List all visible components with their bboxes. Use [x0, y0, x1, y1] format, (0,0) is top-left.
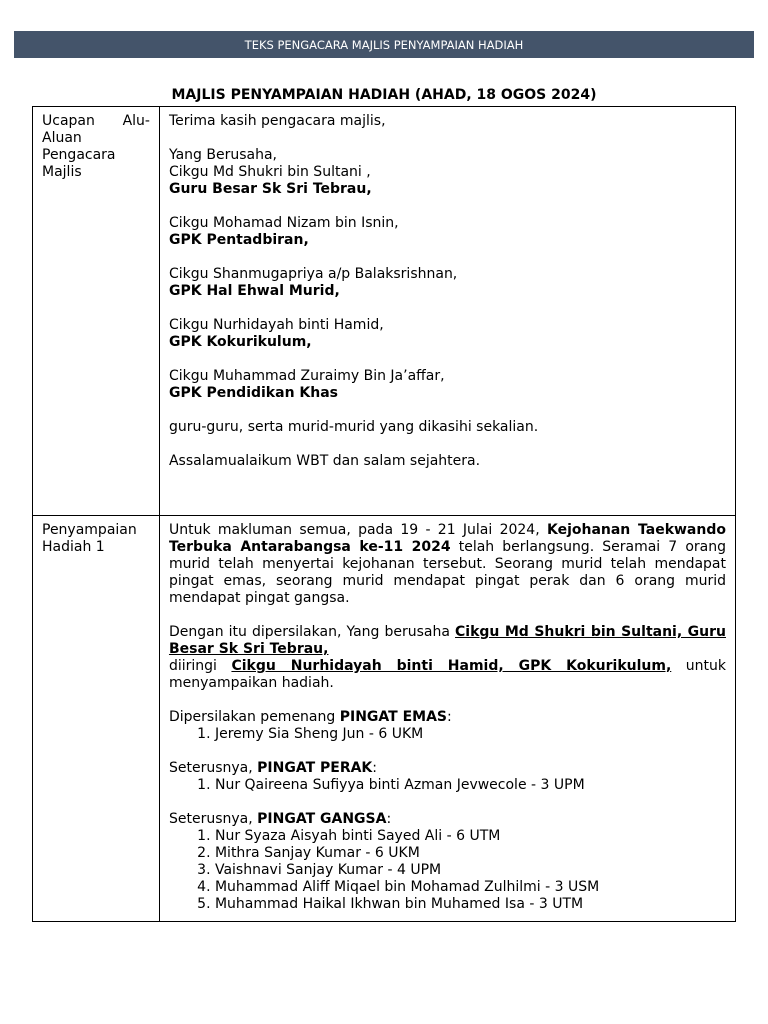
list-item: 3. Vaishnavi Sanjay Kumar - 4 UPM: [215, 862, 726, 879]
invite-text: Dengan itu dipersilakan, Yang berusaha: [168, 624, 456, 640]
emas-winner-list: [169, 726, 726, 743]
heading-prefix: Seterusnya,: [168, 811, 258, 827]
greeting-text: Terima kasih pengacara majlis,: [168, 113, 386, 129]
heading-suffix: :: [372, 760, 377, 776]
list-item: 1. Nur Syaza Aisyah binti Sayed Ali - 6 UTM: [215, 828, 726, 845]
person-name: Cikgu Mohamad Nizam bin Isnin,: [168, 215, 399, 231]
list-item: 2. Mithra Sanjay Kumar - 6 UKM: [215, 845, 726, 862]
invite-person: Cikgu Md Shukri bin Sultani, Guru Besar Sk Sri Tebrau,: [168, 624, 726, 657]
invite-paragraph: [169, 624, 726, 658]
perak-heading: [169, 760, 726, 777]
document-title: MAJLIS PENYAMPAIAN HADIAH (AHAD, 18 OGOS 2024): [171, 87, 597, 103]
invite-person: Cikgu Nurhidayah binti Hamid, GPK Kokurikulum,: [231, 658, 672, 674]
person-title: GPK Kokurikulum,: [168, 334, 312, 350]
person-title: Guru Besar Sk Sri Tebrau,: [168, 181, 372, 197]
medal-label: PINGAT PERAK: [257, 760, 373, 776]
heading-prefix: Seterusnya,: [168, 760, 258, 776]
program-table: [32, 106, 736, 922]
medal-label: PINGAT EMAS: [339, 709, 447, 725]
gangsa-winner-list: [169, 828, 726, 913]
list-item: 1. Jeremy Sia Sheng Jun - 6 UKM: [215, 726, 726, 743]
emas-heading: [169, 709, 726, 726]
perak-winner-list: [169, 777, 726, 794]
event-name: Kejohanan Taekwando Terbuka Antarabangsa ke-11 2024: [168, 522, 726, 555]
table-row-welcome: [33, 107, 736, 516]
row-content-welcome: [159, 107, 735, 516]
row-content-award-1: [159, 516, 735, 922]
row-label-award-1: [33, 516, 160, 922]
person-title: GPK Pentadbiran,: [168, 232, 309, 248]
invite-text: untuk menyampaikan hadiah.: [168, 658, 726, 691]
header-text: TEKS PENGACARA MAJLIS PENYAMPAIAN HADIAH: [244, 37, 524, 52]
heading-suffix: :: [386, 811, 392, 827]
audience-text: guru-guru, serta murid-murid yang dikasihi sekalian.: [168, 419, 539, 435]
label-line: Penyampaian: [42, 522, 137, 538]
invite-paragraph: [169, 658, 726, 692]
yang-berusaha-text: Yang Berusaha,: [168, 147, 278, 163]
label-line: Pengacara Majlis: [42, 147, 116, 180]
medal-label: PINGAT GANGSA: [257, 811, 387, 827]
gangsa-heading: [169, 811, 726, 828]
table-row-award-1: [33, 516, 736, 922]
person-title: GPK Hal Ehwal Murid,: [168, 283, 340, 299]
label-line: Hadiah 1: [42, 539, 105, 555]
person-name: Cikgu Shanmugapriya a/p Balaksrishnan,: [168, 266, 458, 282]
person-name: Cikgu Md Shukri bin Sultani ,: [168, 164, 371, 180]
list-item: 5. Muhammad Haikal Ikhwan bin Muhamed Isa - 3 UTM: [215, 896, 726, 913]
salam-text: Assalamualaikum WBT dan salam sejahtera.: [168, 453, 481, 469]
intro-paragraph: [169, 522, 726, 607]
person-name: Cikgu Muhammad Zuraimy Bin Ja’affar,: [168, 368, 445, 384]
person-name: Cikgu Nurhidayah binti Hamid,: [168, 317, 384, 333]
list-item: 4. Muhammad Aliff Miqael bin Mohamad Zulhilmi - 3 USM: [215, 879, 726, 896]
heading-suffix: :: [447, 709, 452, 725]
heading-prefix: Dipersilakan pemenang: [168, 709, 340, 725]
row-label-welcome: [33, 107, 160, 516]
intro-text: Untuk makluman semua, pada 19 - 21 Julai 2024,: [168, 522, 547, 538]
list-item: 1. Nur Qaireena Sufiyya binti Azman Jevwecole - 3 UPM: [215, 777, 726, 794]
header-bar: [14, 31, 754, 58]
invite-text: diiringi: [168, 658, 232, 674]
person-title: GPK Pendidikan Khas: [168, 385, 339, 401]
label-line: Ucapan Alu-Aluan: [42, 113, 150, 146]
intro-text: telah berlangsung. Seramai 7 orang murid telah menyertai kejohanan tersebut. Seorang murid telah mendapat pingat emas, seorang murid mendapat pingat perak dan 6 orang murid mendapat pingat gangsa.: [168, 539, 726, 606]
